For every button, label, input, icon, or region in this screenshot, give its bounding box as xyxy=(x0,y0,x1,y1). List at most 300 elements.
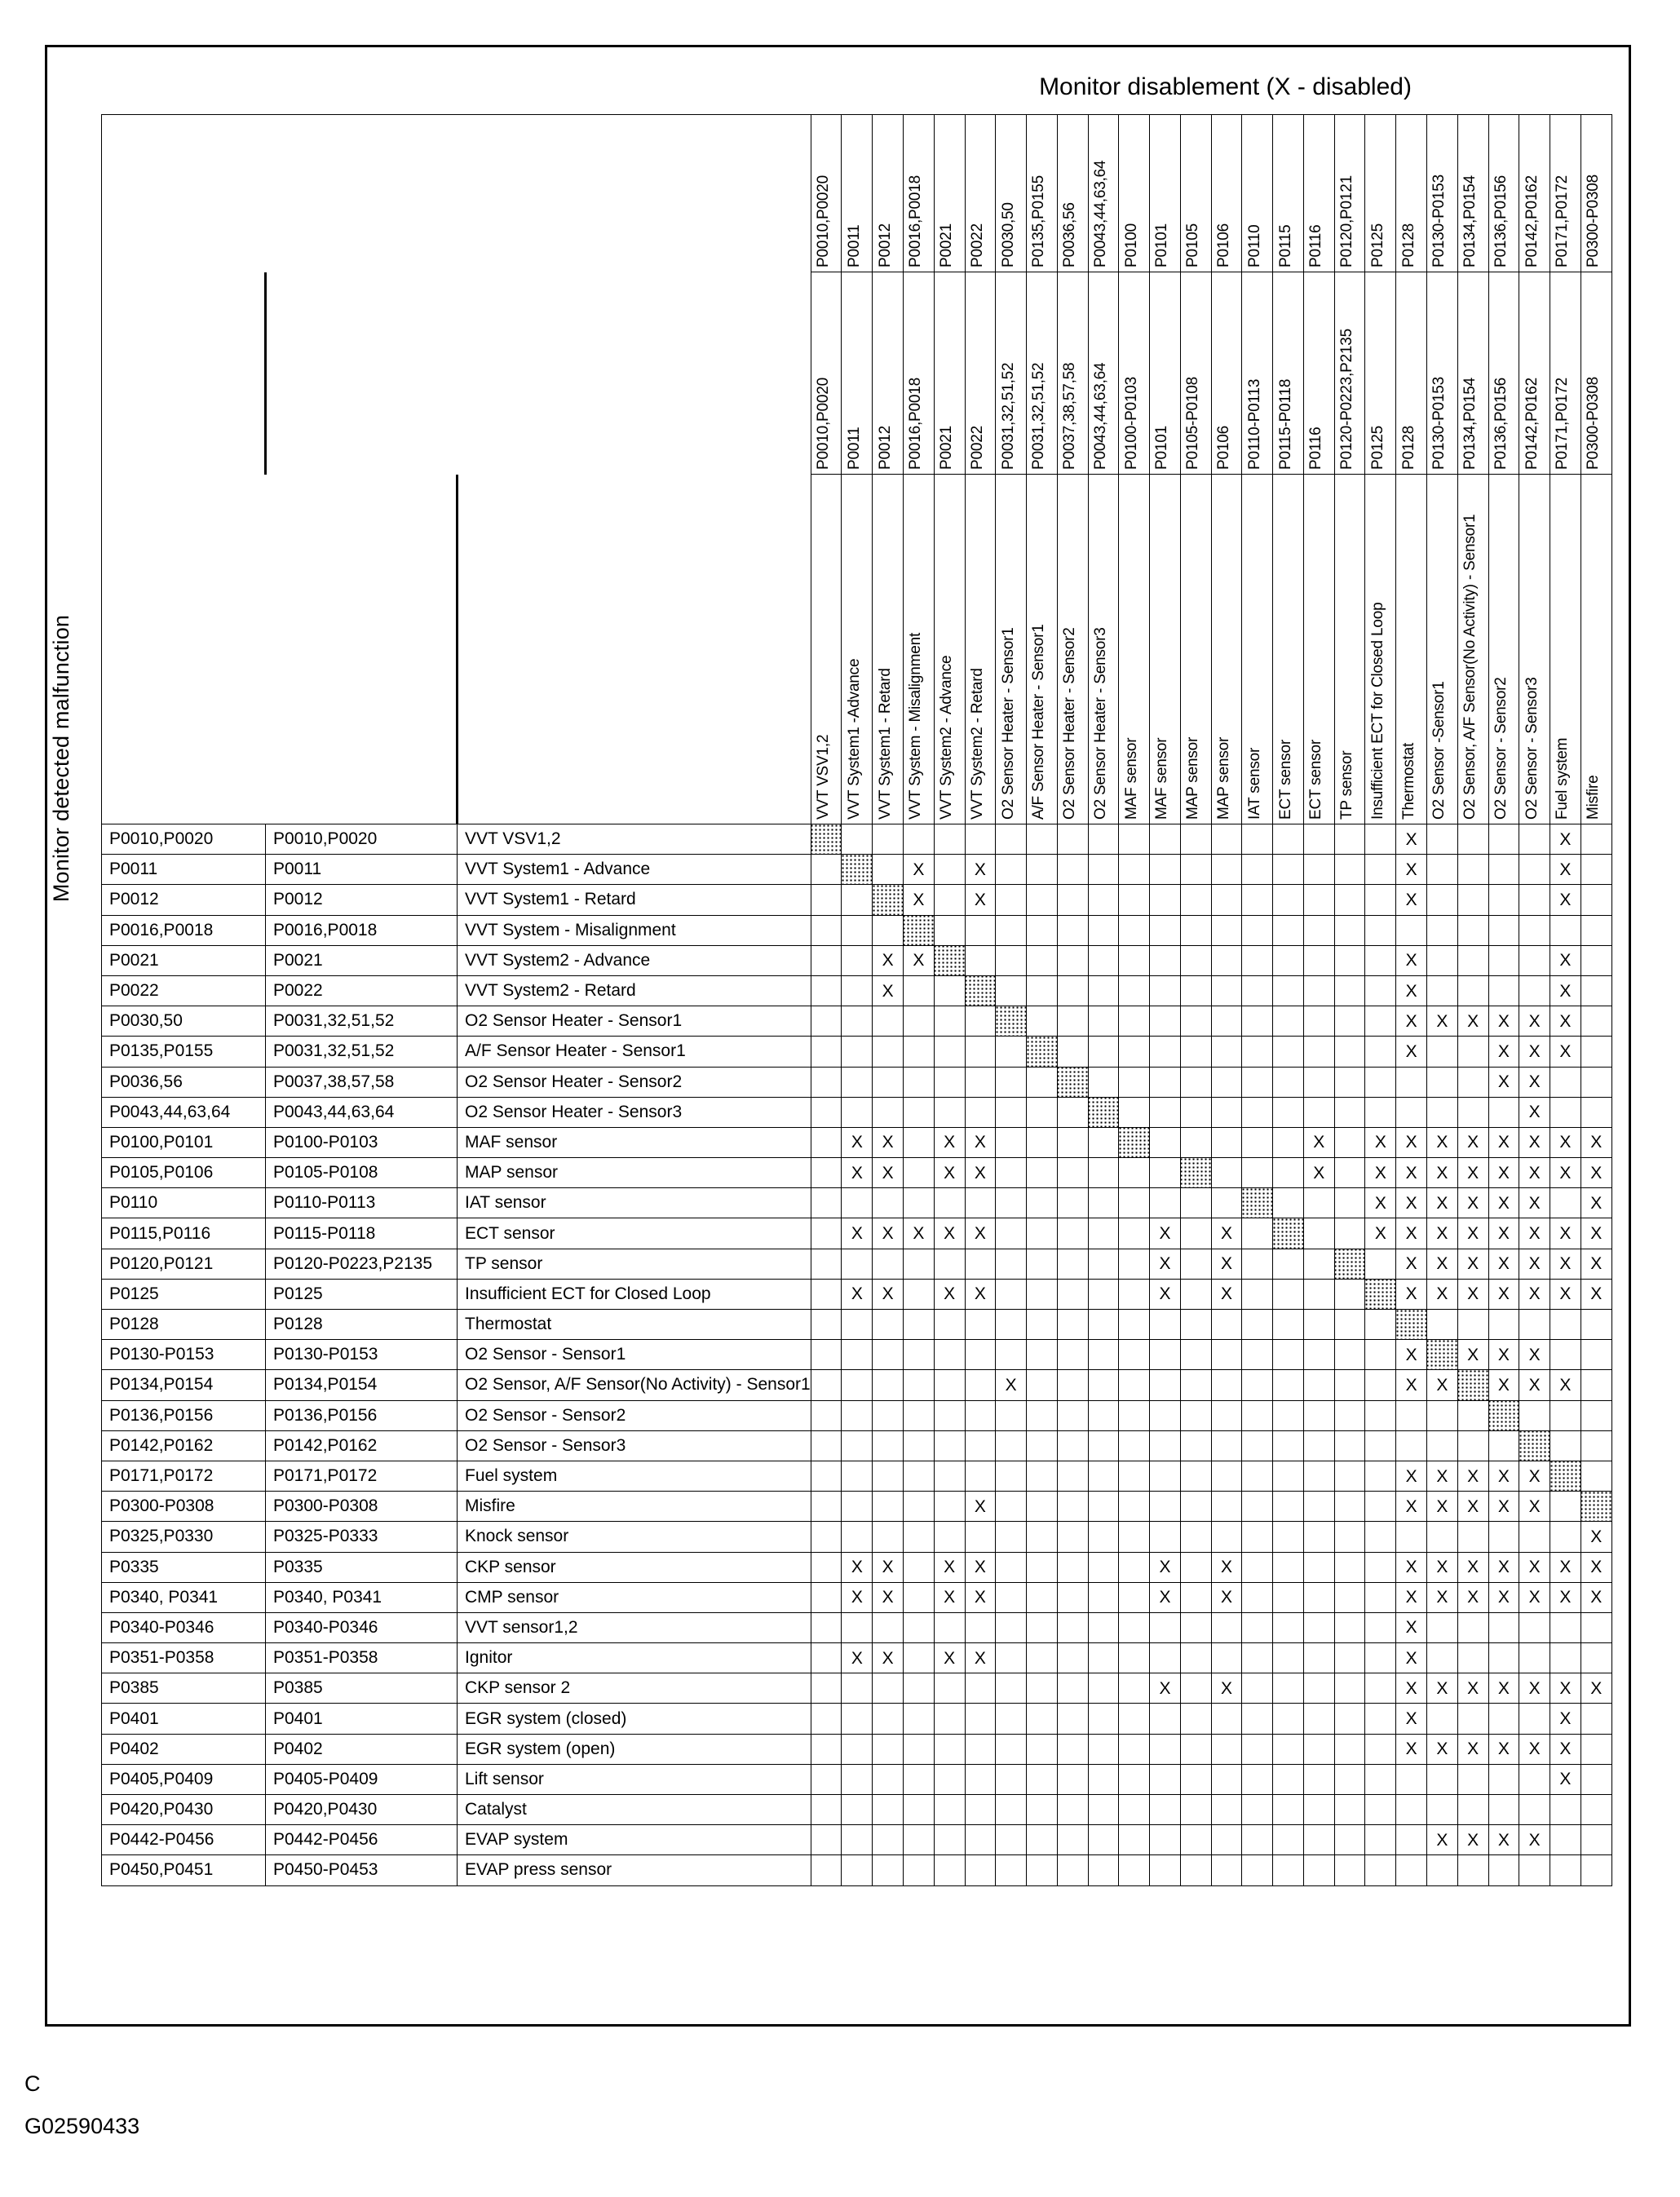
matrix-cell xyxy=(1550,1855,1581,1885)
matrix-cell xyxy=(1273,824,1304,855)
matrix-cell xyxy=(1057,1492,1088,1522)
matrix-cell xyxy=(1273,1522,1304,1552)
matrix-cell xyxy=(1027,1127,1058,1157)
matrix-cell xyxy=(1457,945,1488,975)
matrix-cell xyxy=(1519,915,1550,945)
matrix-cell xyxy=(1303,1340,1334,1370)
row-fault-code-a: P0030,50 xyxy=(102,1006,266,1037)
matrix-cell xyxy=(842,1612,873,1642)
matrix-cell xyxy=(903,1795,934,1825)
row-fault-code-b: P0022 xyxy=(266,975,458,1006)
matrix-cell: X xyxy=(1550,945,1581,975)
matrix-cell xyxy=(1488,945,1519,975)
matrix-cell xyxy=(1150,1370,1181,1400)
matrix-cell xyxy=(873,915,904,945)
matrix-cell xyxy=(1365,1673,1396,1704)
matrix-cell: X xyxy=(1457,1279,1488,1309)
matrix-cell xyxy=(811,1097,842,1127)
matrix-cell xyxy=(934,1855,965,1885)
matrix-cell xyxy=(1027,1400,1058,1430)
matrix-cell xyxy=(1550,1643,1581,1673)
matrix-cell xyxy=(1180,1310,1211,1340)
matrix-cell: X xyxy=(1488,1461,1519,1491)
matrix-cell xyxy=(1180,824,1211,855)
matrix-cell: X xyxy=(1550,1218,1581,1249)
col-header-fault-code-b xyxy=(996,272,1027,475)
row-fault-code-a: P0300-P0308 xyxy=(102,1492,266,1522)
matrix-cell xyxy=(1180,1734,1211,1764)
matrix-cell xyxy=(996,1310,1027,1340)
matrix-cell xyxy=(1088,1400,1119,1430)
table-row xyxy=(102,1825,1612,1855)
matrix-cell xyxy=(934,1764,965,1794)
matrix-cell xyxy=(1211,1097,1242,1127)
row-fault-code-a: P0128 xyxy=(102,1310,266,1340)
col-header-fault-code-b-text: P0010,P0020 xyxy=(815,378,833,470)
matrix-cell xyxy=(1119,1067,1150,1097)
matrix-cell xyxy=(1273,1158,1304,1188)
matrix-cell xyxy=(1027,1340,1058,1370)
matrix-cell: X xyxy=(965,885,996,915)
matrix-cell: X xyxy=(873,1279,904,1309)
matrix-cell: X xyxy=(1519,1734,1550,1764)
matrix-cell xyxy=(1426,1764,1457,1794)
row-component-system: VVT System2 - Retard xyxy=(458,975,811,1006)
matrix-cell: X xyxy=(873,945,904,975)
matrix-cell xyxy=(1273,1400,1304,1430)
matrix-cell xyxy=(1273,1127,1304,1157)
matrix-cell: X xyxy=(1550,1582,1581,1612)
col-header-fault-code-b-text: P0105-P0108 xyxy=(1184,376,1202,470)
matrix-cell xyxy=(996,915,1027,945)
matrix-cell xyxy=(1242,1006,1273,1037)
matrix-cell xyxy=(1119,1037,1150,1067)
matrix-cell-self xyxy=(1027,1037,1058,1067)
matrix-cell xyxy=(1457,855,1488,885)
matrix-cell xyxy=(1303,1279,1334,1309)
row-fault-code-a: P0405,P0409 xyxy=(102,1764,266,1794)
matrix-cell xyxy=(903,1127,934,1157)
row-component-system: O2 Sensor Heater - Sensor3 xyxy=(458,1097,811,1127)
matrix-cell xyxy=(811,1461,842,1491)
matrix-cell xyxy=(1211,945,1242,975)
matrix-cell: X xyxy=(1365,1188,1396,1218)
matrix-cell xyxy=(1242,1855,1273,1885)
monitor-disablement-matrix xyxy=(101,114,1612,1886)
matrix-cell xyxy=(1488,1855,1519,1885)
matrix-cell xyxy=(842,1461,873,1491)
table-row xyxy=(102,915,1612,945)
col-header-fault-code-a xyxy=(842,115,873,272)
matrix-cell xyxy=(1119,1734,1150,1764)
col-header-component-system xyxy=(1057,475,1088,824)
table-row xyxy=(102,1370,1612,1400)
matrix-cell xyxy=(1119,1310,1150,1340)
matrix-cell: X xyxy=(1426,1370,1457,1400)
matrix-cell xyxy=(1303,1461,1334,1491)
matrix-cell xyxy=(1457,1795,1488,1825)
matrix-cell: X xyxy=(1396,1158,1427,1188)
matrix-cell xyxy=(965,1097,996,1127)
row-component-system: VVT sensor1,2 xyxy=(458,1612,811,1642)
col-header-fault-code-b xyxy=(1150,272,1181,475)
col-header-fault-code-a-text: P0300-P0308 xyxy=(1585,174,1603,267)
matrix-cell xyxy=(873,1764,904,1794)
col-header-fault-code-a-text: P0120,P0121 xyxy=(1338,175,1356,267)
matrix-cell xyxy=(934,1340,965,1370)
matrix-cell xyxy=(903,1037,934,1067)
matrix-cell xyxy=(873,1340,904,1370)
table-row xyxy=(102,1643,1612,1673)
matrix-cell xyxy=(1396,1825,1427,1855)
matrix-cell: X xyxy=(1550,824,1581,855)
matrix-cell xyxy=(903,1734,934,1764)
matrix-cell xyxy=(811,1673,842,1704)
matrix-cell xyxy=(1519,885,1550,915)
col-header-fault-code-b-text: P0142,P0162 xyxy=(1523,378,1541,470)
matrix-cell xyxy=(934,1067,965,1097)
matrix-cell: X xyxy=(1150,1673,1181,1704)
col-header-component-system-text: Misfire xyxy=(1585,775,1603,820)
row-fault-code-a: P0115,P0116 xyxy=(102,1218,266,1249)
matrix-cell xyxy=(1088,1855,1119,1885)
matrix-cell xyxy=(811,1764,842,1794)
matrix-cell xyxy=(996,1279,1027,1309)
matrix-cell xyxy=(1180,1461,1211,1491)
matrix-cell: X xyxy=(1488,1582,1519,1612)
col-header-fault-code-a-text: P0128 xyxy=(1399,223,1417,267)
col-header-fault-code-a-text: P0106 xyxy=(1215,223,1232,267)
row-component-system: O2 Sensor Heater - Sensor2 xyxy=(458,1067,811,1097)
matrix-cell xyxy=(1211,1188,1242,1218)
col-header-fault-code-b-text: P0110-P0113 xyxy=(1245,378,1263,470)
matrix-cell xyxy=(996,1400,1027,1430)
col-header-component-system xyxy=(1027,475,1058,824)
matrix-cell: X xyxy=(842,1552,873,1582)
matrix-cell xyxy=(996,1249,1027,1279)
matrix-cell xyxy=(1303,1218,1334,1249)
matrix-cell xyxy=(1119,1673,1150,1704)
row-fault-code-b: P0031,32,51,52 xyxy=(266,1006,458,1037)
matrix-cell-self xyxy=(1057,1067,1088,1097)
matrix-cell xyxy=(1457,1643,1488,1673)
matrix-cell xyxy=(1242,915,1273,945)
table-row xyxy=(102,1855,1612,1885)
matrix-cell xyxy=(1273,1825,1304,1855)
matrix-cell xyxy=(965,1704,996,1734)
matrix-cell xyxy=(934,855,965,885)
matrix-cell xyxy=(1426,855,1457,885)
matrix-cell xyxy=(903,1673,934,1704)
matrix-cell-self xyxy=(1242,1188,1273,1218)
row-fault-code-a: P0325,P0330 xyxy=(102,1522,266,1552)
matrix-cell: X xyxy=(1550,1704,1581,1734)
row-fault-code-b: P0450-P0453 xyxy=(266,1855,458,1885)
matrix-cell xyxy=(1088,945,1119,975)
matrix-cell xyxy=(1242,1340,1273,1370)
matrix-cell xyxy=(1150,1461,1181,1491)
matrix-cell xyxy=(1180,1006,1211,1037)
matrix-cell: X xyxy=(1426,1188,1457,1218)
matrix-cell xyxy=(1334,1430,1365,1461)
matrix-cell xyxy=(1334,1279,1365,1309)
matrix-cell: X xyxy=(873,1582,904,1612)
matrix-cell: X xyxy=(1488,1370,1519,1400)
matrix-cell xyxy=(965,1764,996,1794)
matrix-cell xyxy=(1273,1673,1304,1704)
matrix-cell xyxy=(1488,1643,1519,1673)
col-header-fault-code-b xyxy=(1088,272,1119,475)
matrix-cell xyxy=(996,1704,1027,1734)
matrix-cell: X xyxy=(1550,1370,1581,1400)
matrix-cell xyxy=(811,885,842,915)
col-header-component-system xyxy=(1519,475,1550,824)
matrix-cell: X xyxy=(1396,885,1427,915)
matrix-cell xyxy=(1581,1310,1611,1340)
matrix-cell xyxy=(903,1855,934,1885)
col-header-fault-code-a xyxy=(1027,115,1058,272)
col-header-fault-code-a xyxy=(1550,115,1581,272)
matrix-cell xyxy=(1242,1249,1273,1279)
matrix-cell xyxy=(1057,1825,1088,1855)
matrix-cell xyxy=(1334,1825,1365,1855)
matrix-cell xyxy=(873,1310,904,1340)
matrix-cell xyxy=(811,855,842,885)
matrix-cell xyxy=(903,1430,934,1461)
matrix-cell xyxy=(1211,1370,1242,1400)
matrix-cell xyxy=(1365,1006,1396,1037)
matrix-cell xyxy=(1150,1795,1181,1825)
matrix-cell xyxy=(1396,1855,1427,1885)
table-row xyxy=(102,1704,1612,1734)
matrix-cell xyxy=(1303,1764,1334,1794)
matrix-cell xyxy=(1426,945,1457,975)
matrix-cell xyxy=(1088,1006,1119,1037)
col-header-fault-code-b-text: P0101 xyxy=(1153,426,1171,470)
row-fault-code-b: P0142,P0162 xyxy=(266,1430,458,1461)
matrix-cell: X xyxy=(965,1158,996,1188)
matrix-cell xyxy=(1273,1279,1304,1309)
col-header-fault-code-b xyxy=(1488,272,1519,475)
col-header-component-system xyxy=(1550,475,1581,824)
matrix-cell xyxy=(1334,1764,1365,1794)
matrix-cell xyxy=(1396,915,1427,945)
col-header-fault-code-b xyxy=(1396,272,1427,475)
matrix-cell xyxy=(1303,1795,1334,1825)
col-header-component-system-text: O2 Sensor - Sensor3 xyxy=(1523,677,1541,820)
col-header-fault-code-b-text: P0031,32,51,52 xyxy=(1030,362,1048,470)
matrix-cell xyxy=(1365,1795,1396,1825)
matrix-cell xyxy=(1242,855,1273,885)
matrix-cell xyxy=(1303,855,1334,885)
matrix-cell: X xyxy=(1426,1734,1457,1764)
matrix-cell xyxy=(1119,1006,1150,1037)
matrix-cell xyxy=(1365,1643,1396,1673)
col-header-component-system xyxy=(1365,475,1396,824)
matrix-cell xyxy=(996,1734,1027,1764)
col-header-fault-code-a xyxy=(1150,115,1181,272)
matrix-cell xyxy=(1365,975,1396,1006)
row-component-system: TP sensor xyxy=(458,1249,811,1279)
matrix-cell: X xyxy=(934,1582,965,1612)
matrix-cell: X xyxy=(1519,1279,1550,1309)
matrix-cell xyxy=(1303,1552,1334,1582)
matrix-cell xyxy=(842,1400,873,1430)
col-header-fault-code-a-text: P0115 xyxy=(1276,224,1294,267)
matrix-cell xyxy=(842,1855,873,1885)
matrix-cell xyxy=(1334,1067,1365,1097)
row-component-system: Knock sensor xyxy=(458,1522,811,1552)
matrix-cell xyxy=(1581,1461,1611,1491)
matrix-cell xyxy=(1027,1461,1058,1491)
matrix-cell xyxy=(1088,1612,1119,1642)
table-row xyxy=(102,1673,1612,1704)
matrix-cell: X xyxy=(1426,1461,1457,1491)
matrix-cell xyxy=(842,1370,873,1400)
matrix-cell xyxy=(873,1673,904,1704)
row-fault-code-b: P0136,P0156 xyxy=(266,1400,458,1430)
matrix-cell: X xyxy=(1488,1673,1519,1704)
matrix-cell xyxy=(1273,1310,1304,1340)
matrix-cell xyxy=(903,1249,934,1279)
matrix-cell xyxy=(1365,1612,1396,1642)
matrix-cell xyxy=(1150,1310,1181,1340)
col-header-fault-code-b-text: P0134,P0154 xyxy=(1461,378,1479,470)
matrix-cell: X xyxy=(965,855,996,885)
col-header-fault-code-b-text: P0171,P0172 xyxy=(1554,378,1572,470)
matrix-cell xyxy=(811,1067,842,1097)
matrix-cell xyxy=(1519,855,1550,885)
matrix-cell: X xyxy=(842,1279,873,1309)
matrix-cell xyxy=(1180,975,1211,1006)
matrix-cell xyxy=(811,1643,842,1673)
matrix-cell: X xyxy=(1211,1673,1242,1704)
matrix-cell xyxy=(996,1097,1027,1127)
matrix-cell xyxy=(1365,1855,1396,1885)
matrix-cell xyxy=(1150,1522,1181,1552)
matrix-cell xyxy=(873,1734,904,1764)
matrix-cell xyxy=(934,1006,965,1037)
matrix-cell xyxy=(1334,1582,1365,1612)
table-row xyxy=(102,1188,1612,1218)
matrix-cell xyxy=(1057,1188,1088,1218)
matrix-cell: X xyxy=(934,1279,965,1309)
matrix-cell xyxy=(965,1370,996,1400)
col-header-component-system xyxy=(1273,475,1304,824)
row-component-system: VVT System2 - Advance xyxy=(458,945,811,975)
matrix-cell xyxy=(903,1492,934,1522)
matrix-cell xyxy=(1334,1188,1365,1218)
matrix-cell xyxy=(1396,1400,1427,1430)
matrix-cell xyxy=(1457,824,1488,855)
matrix-cell xyxy=(1150,855,1181,885)
matrix-cell xyxy=(842,915,873,945)
matrix-cell xyxy=(1273,1764,1304,1794)
matrix-cell xyxy=(811,1855,842,1885)
matrix-cell xyxy=(1211,1037,1242,1067)
matrix-cell xyxy=(1488,1795,1519,1825)
matrix-cell xyxy=(1211,1825,1242,1855)
matrix-cell xyxy=(903,1704,934,1734)
matrix-cell xyxy=(1303,1734,1334,1764)
matrix-cell xyxy=(1057,975,1088,1006)
matrix-cell xyxy=(1334,855,1365,885)
matrix-cell xyxy=(1488,915,1519,945)
row-fault-code-b: P0125 xyxy=(266,1279,458,1309)
matrix-cell xyxy=(996,824,1027,855)
matrix-cell: X xyxy=(1150,1552,1181,1582)
matrix-cell xyxy=(1150,1067,1181,1097)
matrix-cell xyxy=(1396,1430,1427,1461)
matrix-cell xyxy=(934,1037,965,1067)
matrix-cell: X xyxy=(1457,1461,1488,1491)
matrix-cell xyxy=(1303,1522,1334,1552)
matrix-cell: X xyxy=(1488,1006,1519,1037)
matrix-cell xyxy=(1273,855,1304,885)
col-header-fault-code-a xyxy=(873,115,904,272)
matrix-cell xyxy=(1150,1430,1181,1461)
header-spacer-b-left xyxy=(102,272,266,475)
matrix-cell xyxy=(1273,975,1304,1006)
matrix-cell xyxy=(1057,1430,1088,1461)
matrix-cell: X xyxy=(1396,1340,1427,1370)
row-fault-code-a: P0142,P0162 xyxy=(102,1430,266,1461)
matrix-cell: X xyxy=(1150,1582,1181,1612)
table-row xyxy=(102,1764,1612,1794)
matrix-cell: X xyxy=(1211,1552,1242,1582)
matrix-cell xyxy=(1211,1400,1242,1430)
row-fault-code-b: P0134,P0154 xyxy=(266,1370,458,1400)
matrix-cell xyxy=(842,1067,873,1097)
matrix-cell xyxy=(903,1612,934,1642)
matrix-cell xyxy=(1303,1037,1334,1067)
matrix-cell xyxy=(1365,1582,1396,1612)
matrix-cell xyxy=(996,1340,1027,1370)
row-component-system: Thermostat xyxy=(458,1310,811,1340)
matrix-cell: X xyxy=(934,1643,965,1673)
matrix-cell xyxy=(873,1249,904,1279)
matrix-cell xyxy=(1273,1006,1304,1037)
matrix-cell xyxy=(1242,885,1273,915)
matrix-cell xyxy=(1334,1795,1365,1825)
row-fault-code-b: P0442-P0456 xyxy=(266,1825,458,1855)
matrix-cell xyxy=(1057,1795,1088,1825)
matrix-cell: X xyxy=(1426,1279,1457,1309)
matrix-cell xyxy=(1119,1249,1150,1279)
matrix-cell xyxy=(1273,1037,1304,1067)
row-fault-code-b: P0012 xyxy=(266,885,458,915)
matrix-cell: X xyxy=(1581,1158,1611,1188)
matrix-cell xyxy=(811,1612,842,1642)
row-component-system: EVAP system xyxy=(458,1825,811,1855)
matrix-cell xyxy=(1180,1218,1211,1249)
matrix-cell xyxy=(996,1795,1027,1825)
row-fault-code-a: P0420,P0430 xyxy=(102,1795,266,1825)
matrix-cell xyxy=(1334,1643,1365,1673)
matrix-cell xyxy=(1150,1612,1181,1642)
matrix-cell xyxy=(1365,1552,1396,1582)
matrix-cell: X xyxy=(965,1552,996,1582)
row-component-system: A/F Sensor Heater - Sensor1 xyxy=(458,1037,811,1067)
matrix-cell xyxy=(1027,1612,1058,1642)
matrix-cell xyxy=(1119,855,1150,885)
col-header-component-system-text: IAT sensor xyxy=(1245,747,1263,820)
matrix-cell xyxy=(1027,1188,1058,1218)
matrix-cell xyxy=(996,1218,1027,1249)
row-component-system: EVAP press sensor xyxy=(458,1855,811,1885)
matrix-cell: X xyxy=(1303,1127,1334,1157)
matrix-cell xyxy=(842,1795,873,1825)
